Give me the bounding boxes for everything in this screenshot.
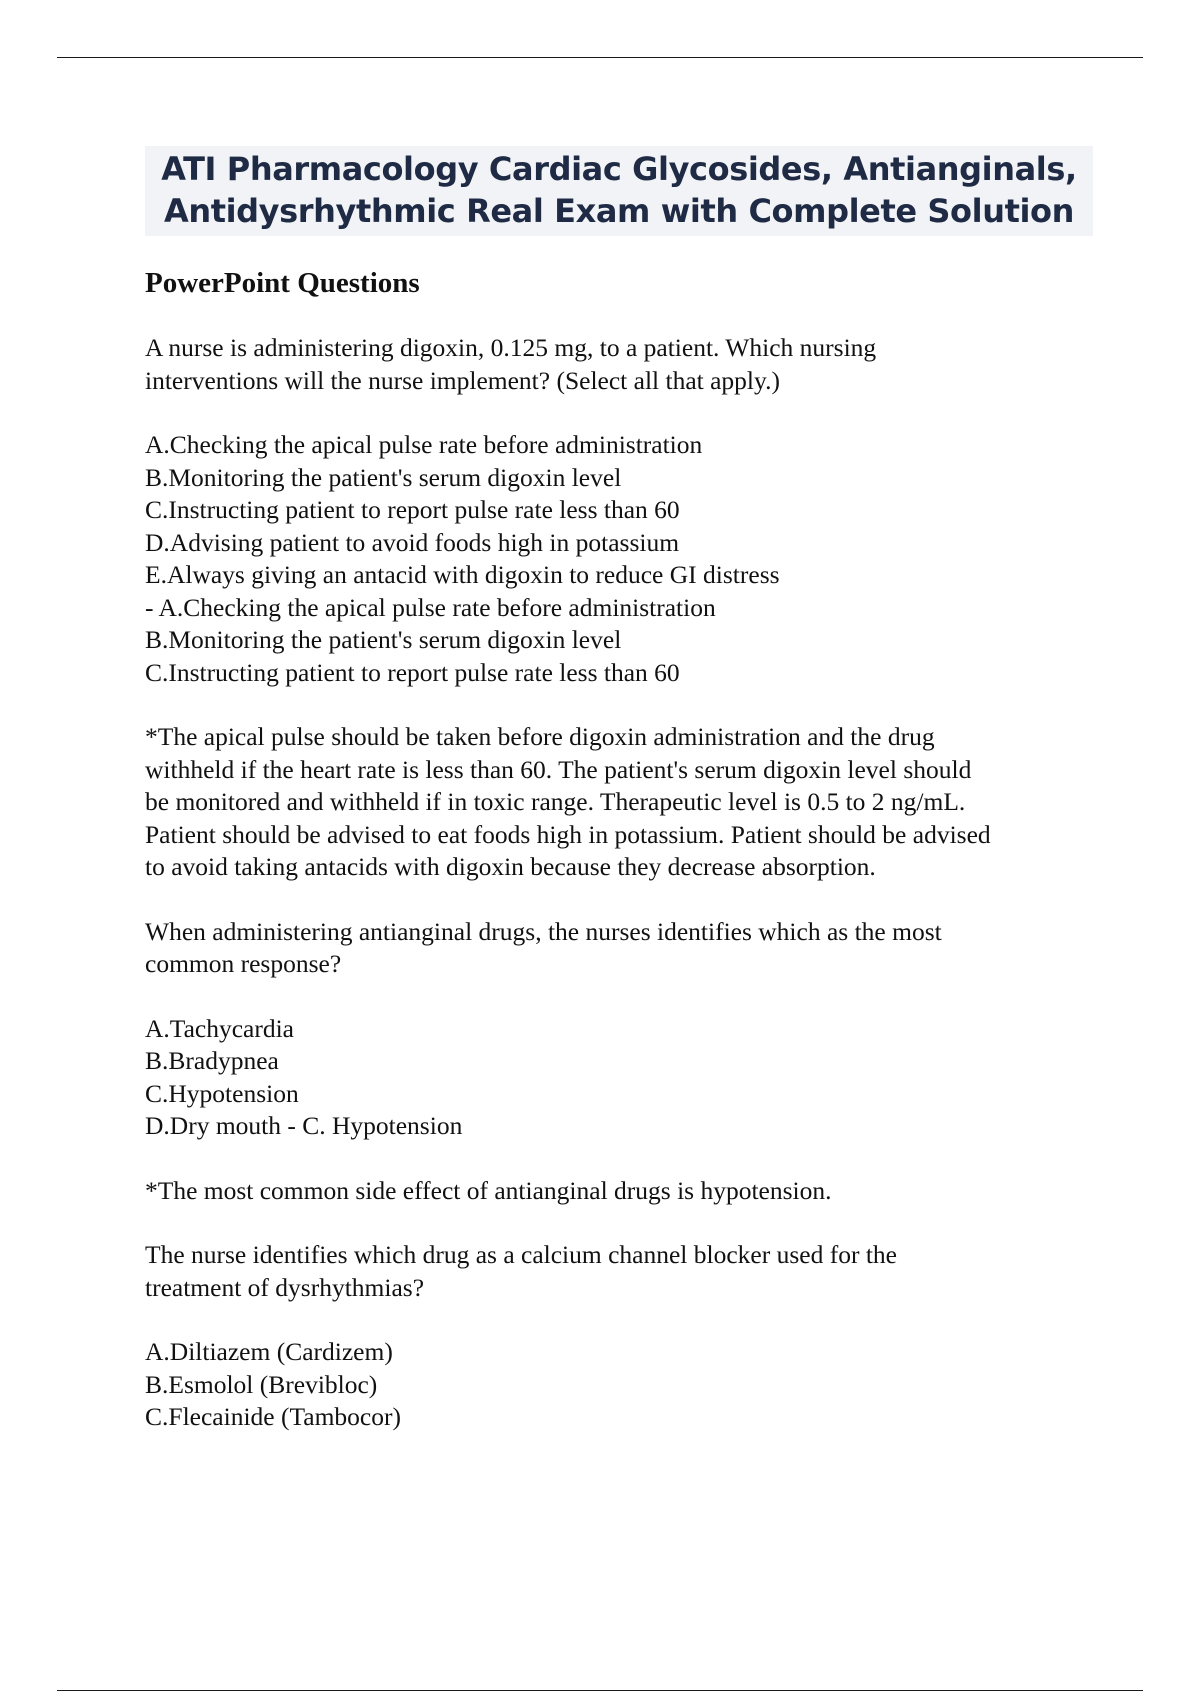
option-line: C.Hypotension [145, 1078, 299, 1108]
option-line: D.Advising patient to avoid foods high in potassium [145, 527, 680, 557]
text-line: A nurse is administering digoxin, 0.125 mg, to a patient. Which nursing [145, 333, 877, 362]
question-1-rationale [145, 721, 1093, 884]
rationale-line: be monitored and withheld if in toxic range. Therapeutic level is 0.5 to 2 ng/mL. [145, 787, 966, 816]
question-1-text [145, 332, 1093, 397]
header-rule [57, 57, 1143, 58]
text-line: common response? [145, 949, 342, 978]
text-line: When administering antianginal drugs, the nurses identifies which as the most [145, 916, 942, 946]
text-line: treatment of dysrhythmias? [145, 1272, 425, 1302]
question-3-text [145, 1239, 1093, 1304]
option-line: C.Instructing patient to report pulse rate less than 60 [145, 495, 680, 524]
section-heading: PowerPoint Questions [145, 267, 420, 299]
option-line: B.Bradypnea [145, 1046, 279, 1075]
question-1-options [145, 429, 1093, 689]
option-line: A.Diltiazem (Cardizem) [145, 1337, 393, 1366]
question-2-text [145, 916, 1093, 981]
option-line: B.Monitoring the patient's serum digoxin level [145, 462, 622, 492]
answer-line: C.Instructing patient to report pulse rate less than 60 [145, 657, 680, 687]
text-line: The nurse identifies which drug as a calcium channel blocker used for the [145, 1240, 897, 1269]
answer-line: D.Dry mouth - C. Hypotension [145, 1111, 463, 1140]
option-line: E.Always giving an antacid with digoxin to reduce GI distress [145, 560, 780, 589]
text-line: interventions will the nurse implement? (Select all that apply.) [145, 365, 780, 395]
footer-rule [57, 1690, 1143, 1691]
rationale-line: *The apical pulse should be taken before digoxin administration and the drug [145, 722, 935, 751]
question-2-rationale [145, 1175, 1093, 1208]
option-line: C.Flecainide (Tambocor) [145, 1402, 401, 1431]
rationale-line: to avoid taking antacids with digoxin because they decrease absorption. [145, 852, 876, 881]
title-line: Antidysrhythmic Real Exam with Complete Solution [163, 192, 1075, 230]
answer-line: - A.Checking the apical pulse rate before administration [145, 592, 716, 622]
rationale-line: *The most common side effect of antianginal drugs is hypotension. [145, 1175, 832, 1205]
rationale-line: withheld if the heart rate is less than 60. The patient's serum digoxin level should [145, 754, 972, 784]
option-line: B.Esmolol (Brevibloc) [145, 1369, 378, 1399]
rationale-line: Patient should be advised to eat foods high in potassium. Patient should be advised [145, 819, 991, 849]
answer-line: B.Monitoring the patient's serum digoxin level [145, 625, 622, 654]
option-line: A.Checking the apical pulse rate before administration [145, 430, 703, 459]
question-3-options [145, 1336, 1093, 1434]
document-page [145, 146, 1093, 1434]
document-title [145, 146, 1093, 236]
title-line: ATI Pharmacology Cardiac Glycosides, Antianginals, [161, 150, 1077, 188]
option-line: A.Tachycardia [145, 1013, 295, 1043]
question-2-options [145, 1013, 1093, 1143]
